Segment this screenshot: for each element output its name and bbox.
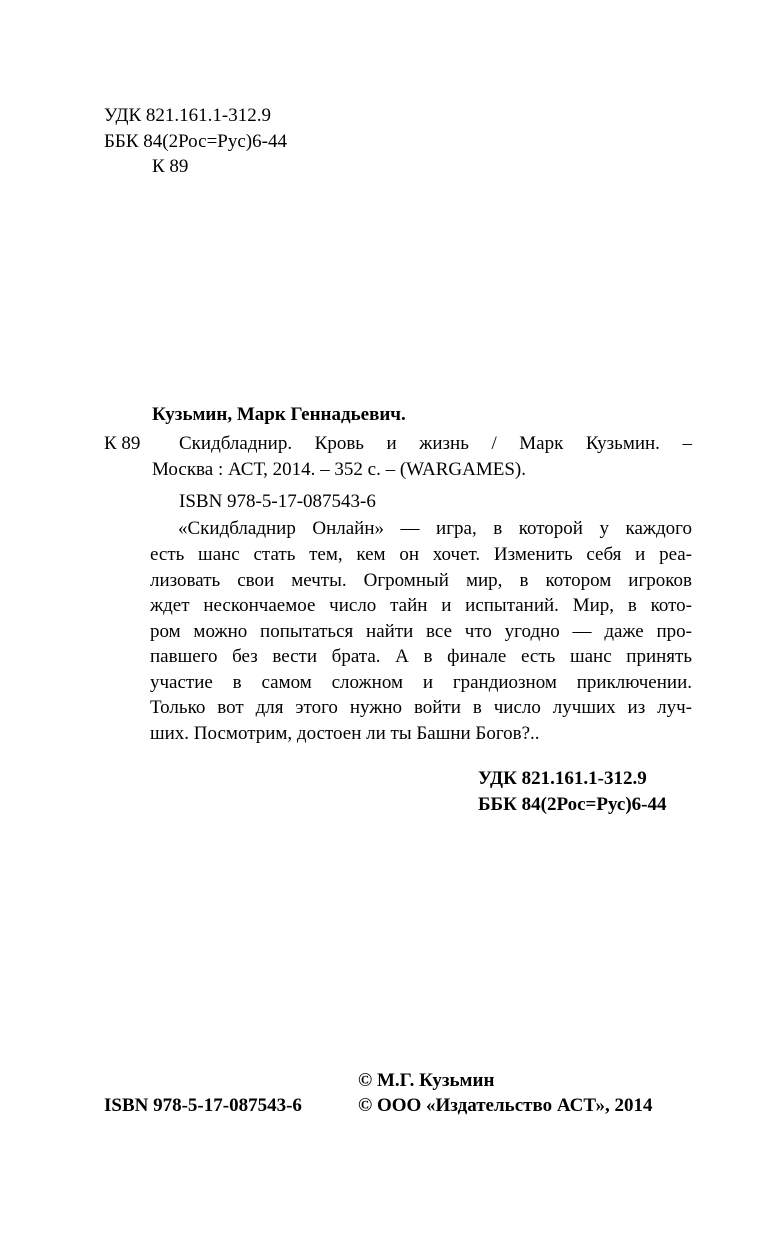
isbn-entry: ISBN 978-5-17-087543-6: [179, 491, 376, 512]
annotation-line: лизовать свои мечты. Огромный мир, в котором игроков: [150, 570, 692, 591]
annotation-line: ждет нескончаемое число тайн и испытаний. Мир, в кото-: [150, 595, 692, 616]
bbk-bold: ББК 84(2Рос=Рус)6-44: [478, 794, 667, 815]
cutter-mark: К 89: [104, 433, 141, 454]
title-line-1: Скидбладнир. Кровь и жизнь / Марк Кузьмин. –: [179, 433, 692, 454]
udk-code: УДК 821.161.1-312.9: [104, 105, 271, 126]
annotation-line: есть шанс стать тем, кем он хочет. Изменить себя и реа-: [150, 544, 692, 565]
annotation-line: ром можно попытаться найти все что угодно — даже про-: [150, 621, 692, 642]
author-heading: Кузьмин, Марк Геннадьевич.: [152, 404, 406, 425]
footer-isbn: ISBN 978-5-17-087543-6: [104, 1095, 302, 1116]
copyright-author: © М.Г. Кузьмин: [358, 1070, 495, 1091]
annotation-line: участие в самом сложном и грандиозном приключении.: [150, 672, 692, 693]
annotation-line: ших. Посмотрим, достоен ли ты Башни Богов?..: [150, 723, 540, 744]
cutter-code: К 89: [152, 156, 189, 177]
annotation-line: павшего без вести брата. А в финале есть шанс принять: [150, 646, 692, 667]
annotation-line: «Скидбладнир Онлайн» — игра, в которой у каждого: [178, 518, 692, 539]
title-line-2: Москва : АСТ, 2014. – 352 с. – (WARGAMES).: [152, 459, 526, 480]
udk-bold: УДК 821.161.1-312.9: [478, 768, 647, 789]
bbk-code: ББК 84(2Рос=Рус)6-44: [104, 131, 287, 152]
copyright-publisher: © ООО «Издательство АСТ», 2014: [358, 1095, 653, 1116]
annotation-line: Только вот для этого нужно войти в число лучших из луч-: [150, 697, 692, 718]
